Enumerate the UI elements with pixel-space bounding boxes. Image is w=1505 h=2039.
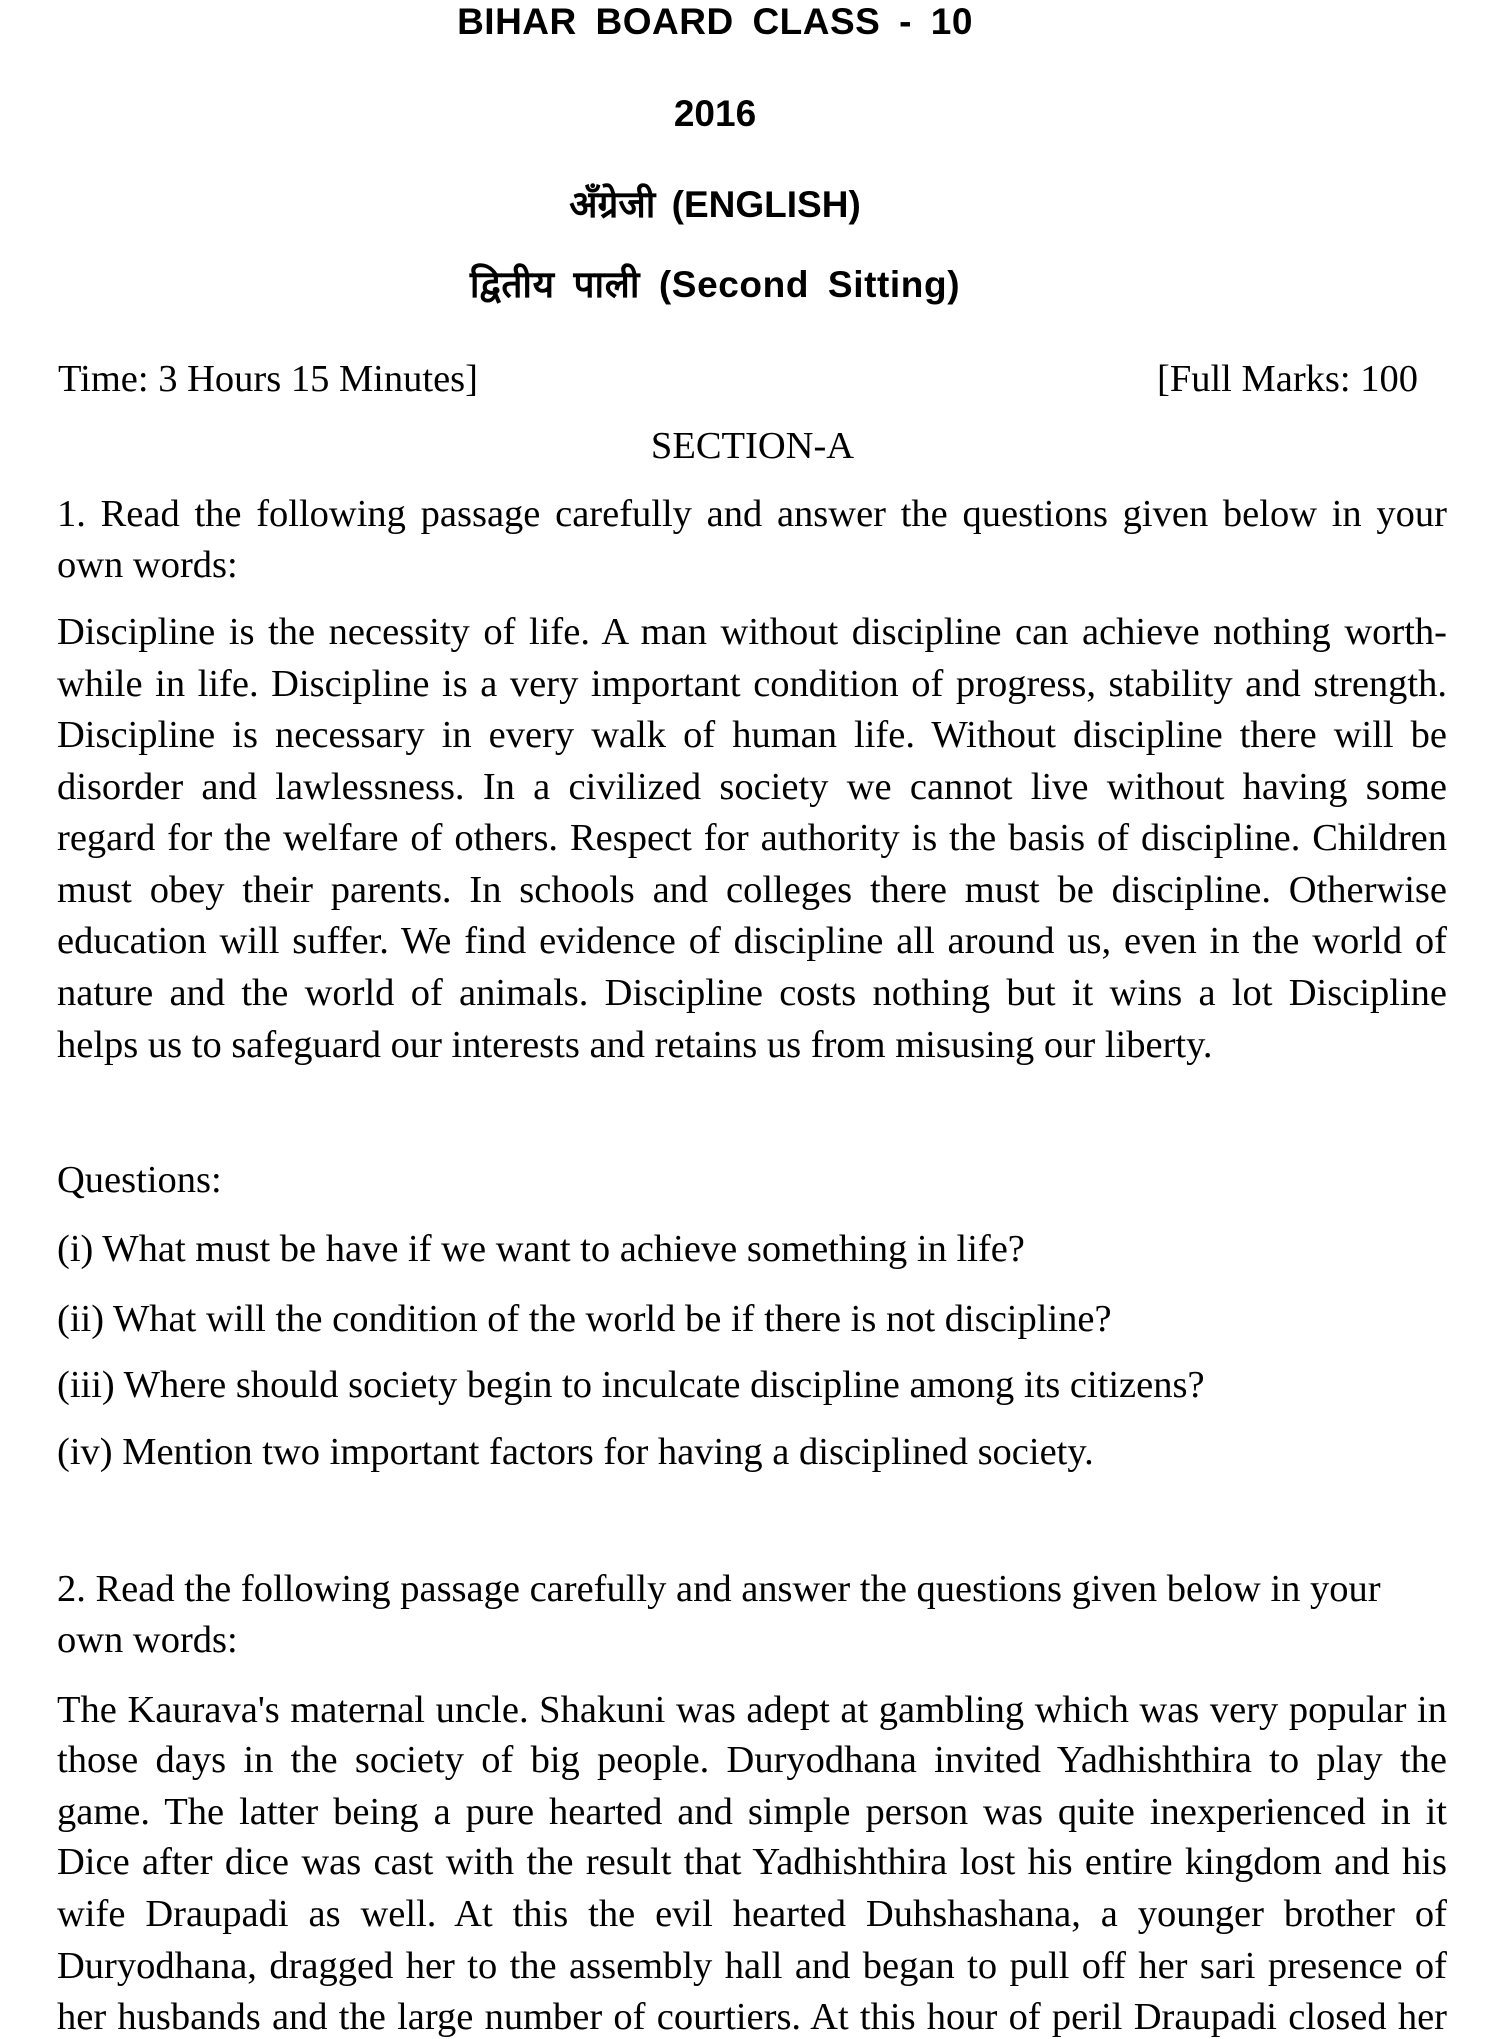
- subject-title: अँग्रेजी (ENGLISH): [569, 184, 861, 225]
- passage-line: nature and the world of animals. Discipline costs nothing but it wins a lot Discipline: [57, 972, 1447, 1014]
- board-title: BIHAR BOARD CLASS - 10: [457, 1, 973, 42]
- passage-line: while in life. Discipline is a very important condition of progress, stability and strength.: [57, 663, 1447, 705]
- passage-line: disorder and lawlessness. In a civilized society we cannot live without having some: [57, 766, 1447, 808]
- sub-question: (ii) What will the condition of the world be if there is not discipline?: [57, 1298, 1112, 1340]
- sitting-title: द्वितीय पाली (Second Sitting): [469, 264, 961, 305]
- question-2-instruction-line: 2. Read the following passage carefully and answer the questions given below in your: [57, 1568, 1381, 1610]
- passage-line: wife Draupadi as well. At this the evil hearted Duhshashana, a younger brother of: [57, 1893, 1447, 1935]
- question-1-instruction-line: own words:: [57, 544, 238, 586]
- passage-line: Discipline is necessary in every walk of human life. Without discipline there will be: [57, 714, 1447, 756]
- passage-line: must obey their parents. In schools and colleges there must be discipline. Otherwise: [57, 869, 1447, 911]
- passage-line: Dice after dice was cast with the result that Yadhishthira lost his entire kingdom and his: [57, 1841, 1447, 1883]
- passage-line: her husbands and the large number of courtiers. At this hour of peril Draupadi closed her: [57, 1996, 1447, 2038]
- full-marks: [Full Marks: 100: [1157, 358, 1418, 400]
- question-2-instruction-line: own words:: [57, 1619, 238, 1661]
- section-title: SECTION-A: [650, 425, 855, 467]
- passage-line: The Kaurava's maternal uncle. Shakuni was adept at gambling which was very popular in: [57, 1689, 1447, 1731]
- passage-line: regard for the welfare of others. Respect for authority is the basis of discipline. Children: [57, 817, 1447, 859]
- passage-line: Duryodhana, dragged her to the assembly hall and began to pull off her sari presence of: [57, 1945, 1447, 1987]
- sub-question: (i) What must be have if we want to achieve something in life?: [57, 1228, 1025, 1270]
- passage-line: those days in the society of big people. Duryodhana invited Yadhishthira to play the: [57, 1739, 1447, 1781]
- passage-line: education will suffer. We find evidence of discipline all around us, even in the world of: [57, 920, 1447, 962]
- sub-question: (iv) Mention two important factors for having a disciplined society.: [57, 1431, 1094, 1473]
- question-1-instruction-line: 1. Read the following passage carefully and answer the questions given below in your: [57, 493, 1447, 535]
- passage-line: game. The latter being a pure hearted and simple person was quite inexperienced in it: [57, 1791, 1447, 1833]
- time-allowed: Time: 3 Hours 15 Minutes]: [58, 358, 478, 400]
- passage-line: Discipline is the necessity of life. A man without discipline can achieve nothing worth-: [57, 611, 1447, 653]
- passage-line: helps us to safeguard our interests and retains us from misusing our liberty.: [57, 1024, 1213, 1066]
- sub-question: (iii) Where should society begin to inculcate discipline among its citizens?: [57, 1364, 1205, 1406]
- questions-label: Questions:: [57, 1159, 222, 1201]
- exam-year: 2016: [673, 93, 757, 134]
